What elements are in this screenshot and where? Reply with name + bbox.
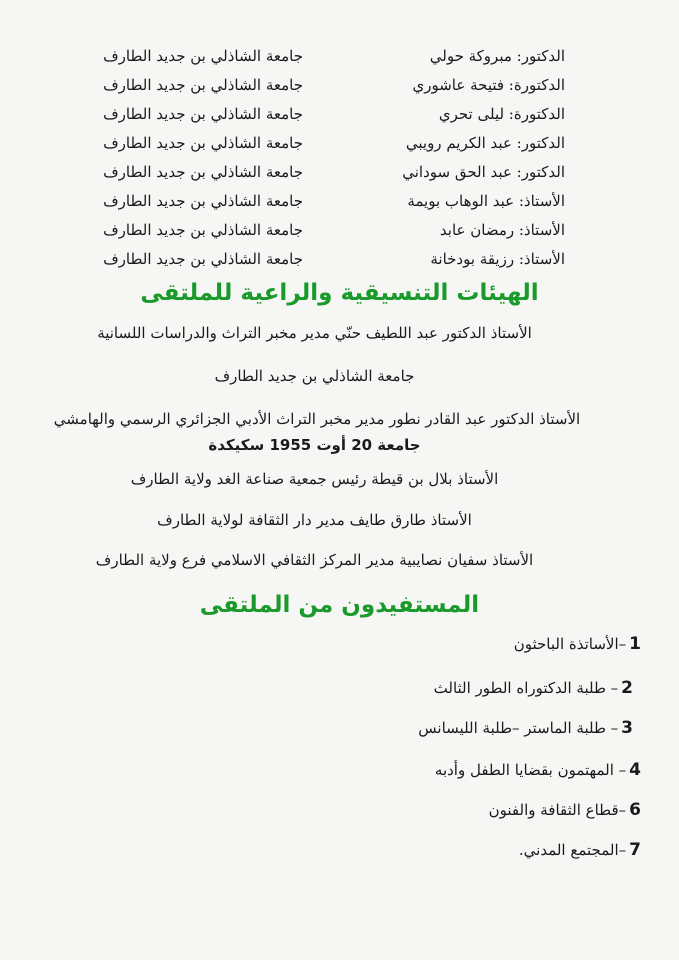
member-name: الدكتورة: فتيحة عاشوري — [412, 76, 565, 94]
item-number: 3 — [621, 718, 633, 738]
member-name: الأستاذ: عبد الوهاب بويمة — [407, 192, 565, 210]
item-number: 1 — [629, 634, 641, 654]
item-text: – طلبة الماستر –طلبة الليسانس — [418, 719, 619, 737]
member-university: جامعة الشاذلي بن جديد الطارف — [103, 221, 303, 239]
member-row — [0, 105, 679, 133]
item-text: –المجتمع المدني. — [518, 841, 627, 859]
beneficiary-item — [418, 718, 633, 738]
member-university: جامعة الشاذلي بن جديد الطارف — [103, 76, 303, 94]
member-row — [0, 221, 679, 249]
item-text: –قطاع الثقافة والفنون — [488, 801, 627, 819]
member-name: الدكتور: عبد الكريم رويبي — [405, 134, 565, 152]
member-university: جامعة الشاذلي بن جديد الطارف — [103, 163, 303, 181]
beneficiary-item — [434, 678, 633, 698]
member-row — [0, 134, 679, 162]
member-university: جامعة الشاذلي بن جديد الطارف — [103, 47, 303, 65]
member-row — [0, 76, 679, 104]
item-number: 7 — [629, 840, 641, 860]
beneficiary-item — [514, 634, 641, 654]
item-text: –الأساتذة الباحثون — [513, 635, 627, 653]
beneficiary-item — [435, 760, 641, 780]
member-university: جامعة الشاذلي بن جديد الطارف — [103, 134, 303, 152]
member-name: الدكتور: مبروكة حولي — [429, 47, 565, 65]
member-name: الأستاذ: رزيقة بودخانة — [430, 250, 565, 268]
member-university: جامعة الشاذلي بن جديد الطارف — [103, 192, 303, 210]
member-row — [0, 163, 679, 191]
beneficiaries-heading: المستفيدون من الملتقى — [199, 592, 480, 618]
organizer-line: الأستاذ الدكتور عبد القادر نطور مدير مخبر التراث الأدبي الجزائري الرسمي والهامشي — [53, 410, 581, 428]
item-text: – المهتمون بقضايا الطفل وأدبه — [434, 761, 627, 779]
member-row — [0, 192, 679, 220]
item-number: 2 — [621, 678, 633, 698]
organizer-line: جامعة 20 أوت 1955 سكيكدة — [208, 436, 421, 454]
member-university: جامعة الشاذلي بن جديد الطارف — [103, 250, 303, 268]
member-row — [0, 250, 679, 278]
organizer-line: الأستاذ الدكتور عبد اللطيف حنّي مدير مخبر التراث والدراسات اللسانية — [97, 324, 532, 342]
item-number: 4 — [629, 760, 641, 780]
member-name: الأستاذ: رمضان عابد — [439, 221, 565, 239]
item-text: – طلبة الدكتوراه الطور الثالث — [433, 679, 619, 697]
organizer-line: الأستاذ سفيان نصايبية مدير المركز الثقافي الاسلامي فرع ولاية الطارف — [95, 551, 534, 569]
member-university: جامعة الشاذلي بن جديد الطارف — [103, 105, 303, 123]
item-number: 6 — [629, 800, 641, 820]
organizer-line: الأستاذ طارق طايف مدير دار الثقافة لولاية الطارف — [157, 511, 472, 529]
beneficiary-item — [489, 800, 641, 820]
organizer-line: الأستاذ بلال بن قيطة رئيس جمعية صناعة الغد ولاية الطارف — [130, 470, 499, 488]
member-row — [0, 47, 679, 75]
organizers-heading: الهيئات التنسيقية والراعية للملتقى — [140, 280, 539, 306]
beneficiary-item — [519, 840, 641, 860]
organizer-line: جامعة الشاذلي بن جديد الطارف — [214, 367, 415, 385]
member-name: الدكتور: عبد الحق سوداني — [402, 163, 565, 181]
member-name: الدكتورة: ليلى تحري — [438, 105, 565, 123]
